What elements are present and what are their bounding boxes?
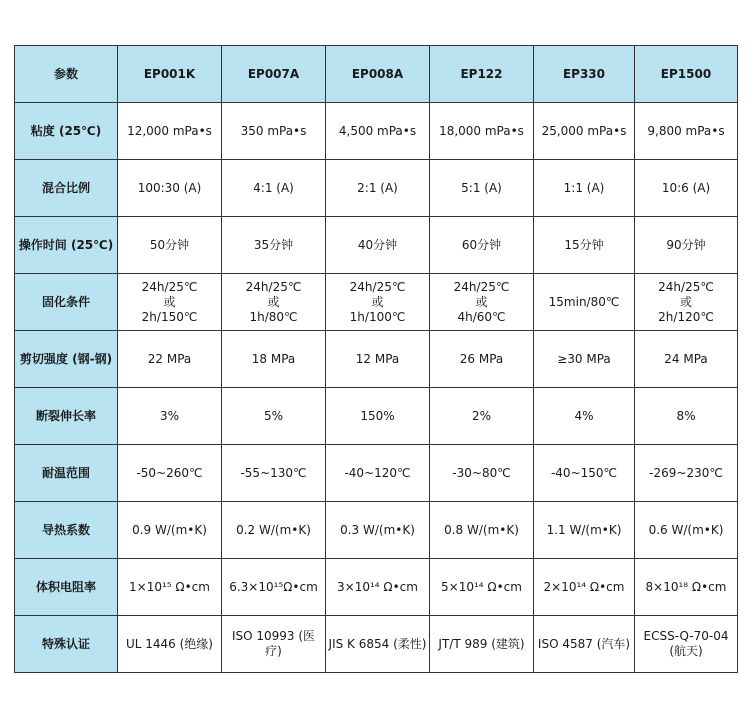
row-label: 混合比例 — [15, 160, 118, 217]
table-cell: 2% — [430, 388, 534, 445]
row-label: 断裂伸长率 — [15, 388, 118, 445]
table-cell: 0.6 W/(m•K) — [635, 502, 738, 559]
table-cell: 12,000 mPa•s — [118, 103, 222, 160]
table-cell: -30~80℃ — [430, 445, 534, 502]
table-row — [15, 616, 738, 673]
table-row — [15, 388, 738, 445]
table-cell: -40~150℃ — [534, 445, 635, 502]
header-row — [15, 46, 738, 103]
row-label: 导热系数 — [15, 502, 118, 559]
table-cell: 12 MPa — [326, 331, 430, 388]
table-cell: 100:30 (A) — [118, 160, 222, 217]
table-cell: ≥30 MPa — [534, 331, 635, 388]
spec-table — [14, 45, 738, 673]
header-param: 参数 — [15, 46, 118, 103]
table-cell: 15分钟 — [534, 217, 635, 274]
table-cell: 18,000 mPa•s — [430, 103, 534, 160]
header-product: EP007A — [222, 46, 326, 103]
table-cell: ISO 4587 (汽车) — [534, 616, 635, 673]
row-label: 体积电阻率 — [15, 559, 118, 616]
table-row — [15, 274, 738, 331]
table-cell: 24h/25℃ 或 2h/150℃ — [118, 274, 222, 331]
row-label: 固化条件 — [15, 274, 118, 331]
header-product: EP122 — [430, 46, 534, 103]
table-cell: JIS K 6854 (柔性) — [326, 616, 430, 673]
table-cell: 0.8 W/(m•K) — [430, 502, 534, 559]
table-cell: 0.2 W/(m•K) — [222, 502, 326, 559]
table-cell: 4,500 mPa•s — [326, 103, 430, 160]
table-cell: 1.1 W/(m•K) — [534, 502, 635, 559]
table-cell: 50分钟 — [118, 217, 222, 274]
table-cell: UL 1446 (绝缘) — [118, 616, 222, 673]
table-cell: 5×10¹⁴ Ω•cm — [430, 559, 534, 616]
table-cell: 350 mPa•s — [222, 103, 326, 160]
table-cell: 24 MPa — [635, 331, 738, 388]
table-cell: 24h/25℃ 或 2h/120℃ — [635, 274, 738, 331]
table-cell: 25,000 mPa•s — [534, 103, 635, 160]
table-cell: 40分钟 — [326, 217, 430, 274]
table-cell: 24h/25℃ 或 1h/80℃ — [222, 274, 326, 331]
table-cell: 35分钟 — [222, 217, 326, 274]
table-cell: 18 MPa — [222, 331, 326, 388]
table-cell: 8×10¹⁸ Ω•cm — [635, 559, 738, 616]
row-label: 耐温范围 — [15, 445, 118, 502]
table-cell: 10:6 (A) — [635, 160, 738, 217]
table-cell: 1:1 (A) — [534, 160, 635, 217]
table-cell: -55~130℃ — [222, 445, 326, 502]
header-product: EP1500 — [635, 46, 738, 103]
table-cell: 150% — [326, 388, 430, 445]
header-product: EP008A — [326, 46, 430, 103]
row-label: 粘度 (25℃) — [15, 103, 118, 160]
table-row — [15, 103, 738, 160]
table-cell: ECSS-Q-70-04 (航天) — [635, 616, 738, 673]
table-cell: 22 MPa — [118, 331, 222, 388]
table-cell: 4% — [534, 388, 635, 445]
table-cell: 5% — [222, 388, 326, 445]
table-cell: 1×10¹⁵ Ω•cm — [118, 559, 222, 616]
table-cell: 8% — [635, 388, 738, 445]
table-row — [15, 217, 738, 274]
row-label: 剪切强度 (钢-钢) — [15, 331, 118, 388]
header-product: EP330 — [534, 46, 635, 103]
table-row — [15, 559, 738, 616]
table-cell: 3×10¹⁴ Ω•cm — [326, 559, 430, 616]
table-cell: 3% — [118, 388, 222, 445]
table-row — [15, 160, 738, 217]
table-cell: 0.3 W/(m•K) — [326, 502, 430, 559]
table-cell: 5:1 (A) — [430, 160, 534, 217]
table-cell: 6.3×10¹⁵Ω•cm — [222, 559, 326, 616]
row-label: 特殊认证 — [15, 616, 118, 673]
table-cell: 60分钟 — [430, 217, 534, 274]
table-cell: 24h/25℃ 或 4h/60℃ — [430, 274, 534, 331]
table-cell: 26 MPa — [430, 331, 534, 388]
table-cell: -40~120℃ — [326, 445, 430, 502]
table-row — [15, 502, 738, 559]
table-cell: -269~230℃ — [635, 445, 738, 502]
table-cell: 90分钟 — [635, 217, 738, 274]
table-cell: 0.9 W/(m•K) — [118, 502, 222, 559]
table-row — [15, 445, 738, 502]
table-cell: JT/T 989 (建筑) — [430, 616, 534, 673]
table-cell: 9,800 mPa•s — [635, 103, 738, 160]
table-cell: 2×10¹⁴ Ω•cm — [534, 559, 635, 616]
table-cell: 24h/25℃ 或 1h/100℃ — [326, 274, 430, 331]
table-row — [15, 331, 738, 388]
table-cell: 4:1 (A) — [222, 160, 326, 217]
header-product: EP001K — [118, 46, 222, 103]
row-label: 操作时间 (25℃) — [15, 217, 118, 274]
table-cell: 2:1 (A) — [326, 160, 430, 217]
table-cell: -50~260℃ — [118, 445, 222, 502]
table-cell: 15min/80℃ — [534, 274, 635, 331]
table-cell: ISO 10993 (医疗) — [222, 616, 326, 673]
